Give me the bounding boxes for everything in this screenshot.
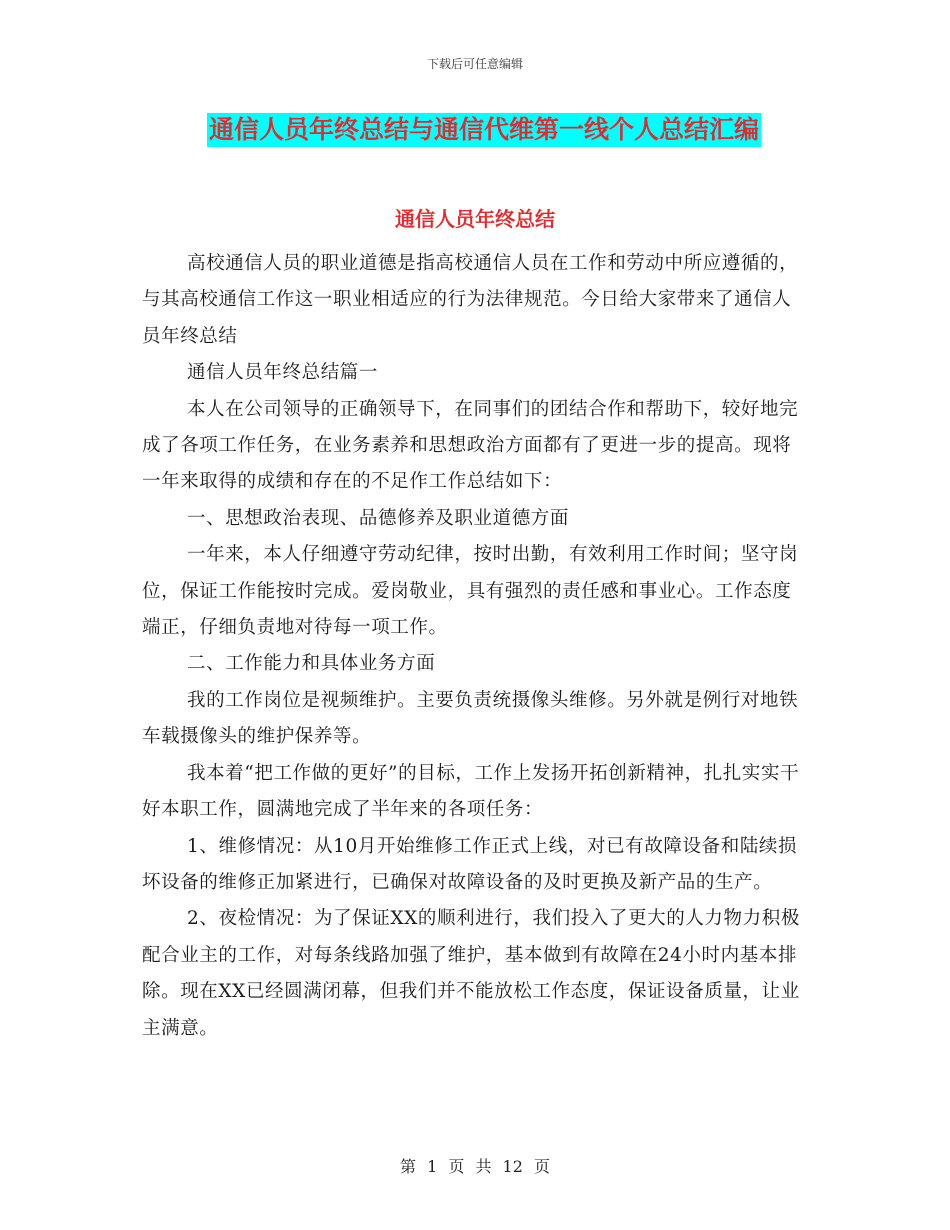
- paragraph-overview: 本人在公司领导的正确领导下，在同事们的团结合作和帮助下，较好地完成了各项工作任务，在业务素养和思想政治方面都有了更进一步的提高。现将一年来取得的成绩和存在的不足作工作总结如下：: [142, 398, 799, 493]
- paragraph-politics: 一年来，本人仔细遵守劳动纪律，按时出勤，有效利用工作时间；坚守岗位，保证工作能按时完成。爱岗敬业，具有强烈的责任感和事业心。工作态度端正，仔细负责地对待每一项工作。: [142, 544, 799, 639]
- paragraph-subheading: 通信人员年终总结篇一: [187, 362, 379, 384]
- paragraph-goal: 我本着“把工作做的更好”的目标，工作上发扬开拓创新精神，扎扎实实干好本职工作，圆满地完成了半年来的各项任务：: [142, 762, 800, 821]
- main-title: 通信人员年终总结与通信代维第一线个人总结汇编: [207, 113, 761, 147]
- paragraph-position: 我的工作岗位是视频维护。主要负责统摄像头维修。另外就是例行对地铁车载摄像头的维护保养等。: [142, 689, 799, 748]
- paragraph-night-check: 2、夜检情况：为了保证XX的顺利进行，我们投入了更大的人力物力积极配合业主的工作，对每条线路加强了维护，基本做到有故障在24小时内基本排除。现在XX已经圆满闭幕，但我们并不能放松工作态度，保证设备质量，让业主满意。: [142, 908, 800, 1039]
- header-note: 下载后可任意编辑: [426, 57, 523, 71]
- section-title: 通信人员年终总结: [395, 207, 555, 231]
- paragraph-intro: 高校通信人员的职业道德是指高校通信人员在工作和劳动中所应遵循的，与其高校通信工作这一职业相适应的行为法律规范。今日给大家带来了通信人员年终总结: [142, 253, 799, 347]
- document-body: [142, 246, 808, 1047]
- paragraph-heading-2: 二、工作能力和具体业务方面: [187, 653, 436, 675]
- paragraph-repair: 1、维修情况：从10月开始维修工作正式上线，对已有故障设备和陆续损坏设备的维修正加紧进行，已确保对故障设备的及时更换及新产品的生产。: [142, 835, 798, 893]
- paragraph-heading-1: 一、思想政治表现、品德修养及职业道德方面: [187, 507, 570, 529]
- page-footer: 第 1 页 共 12 页: [400, 1157, 550, 1176]
